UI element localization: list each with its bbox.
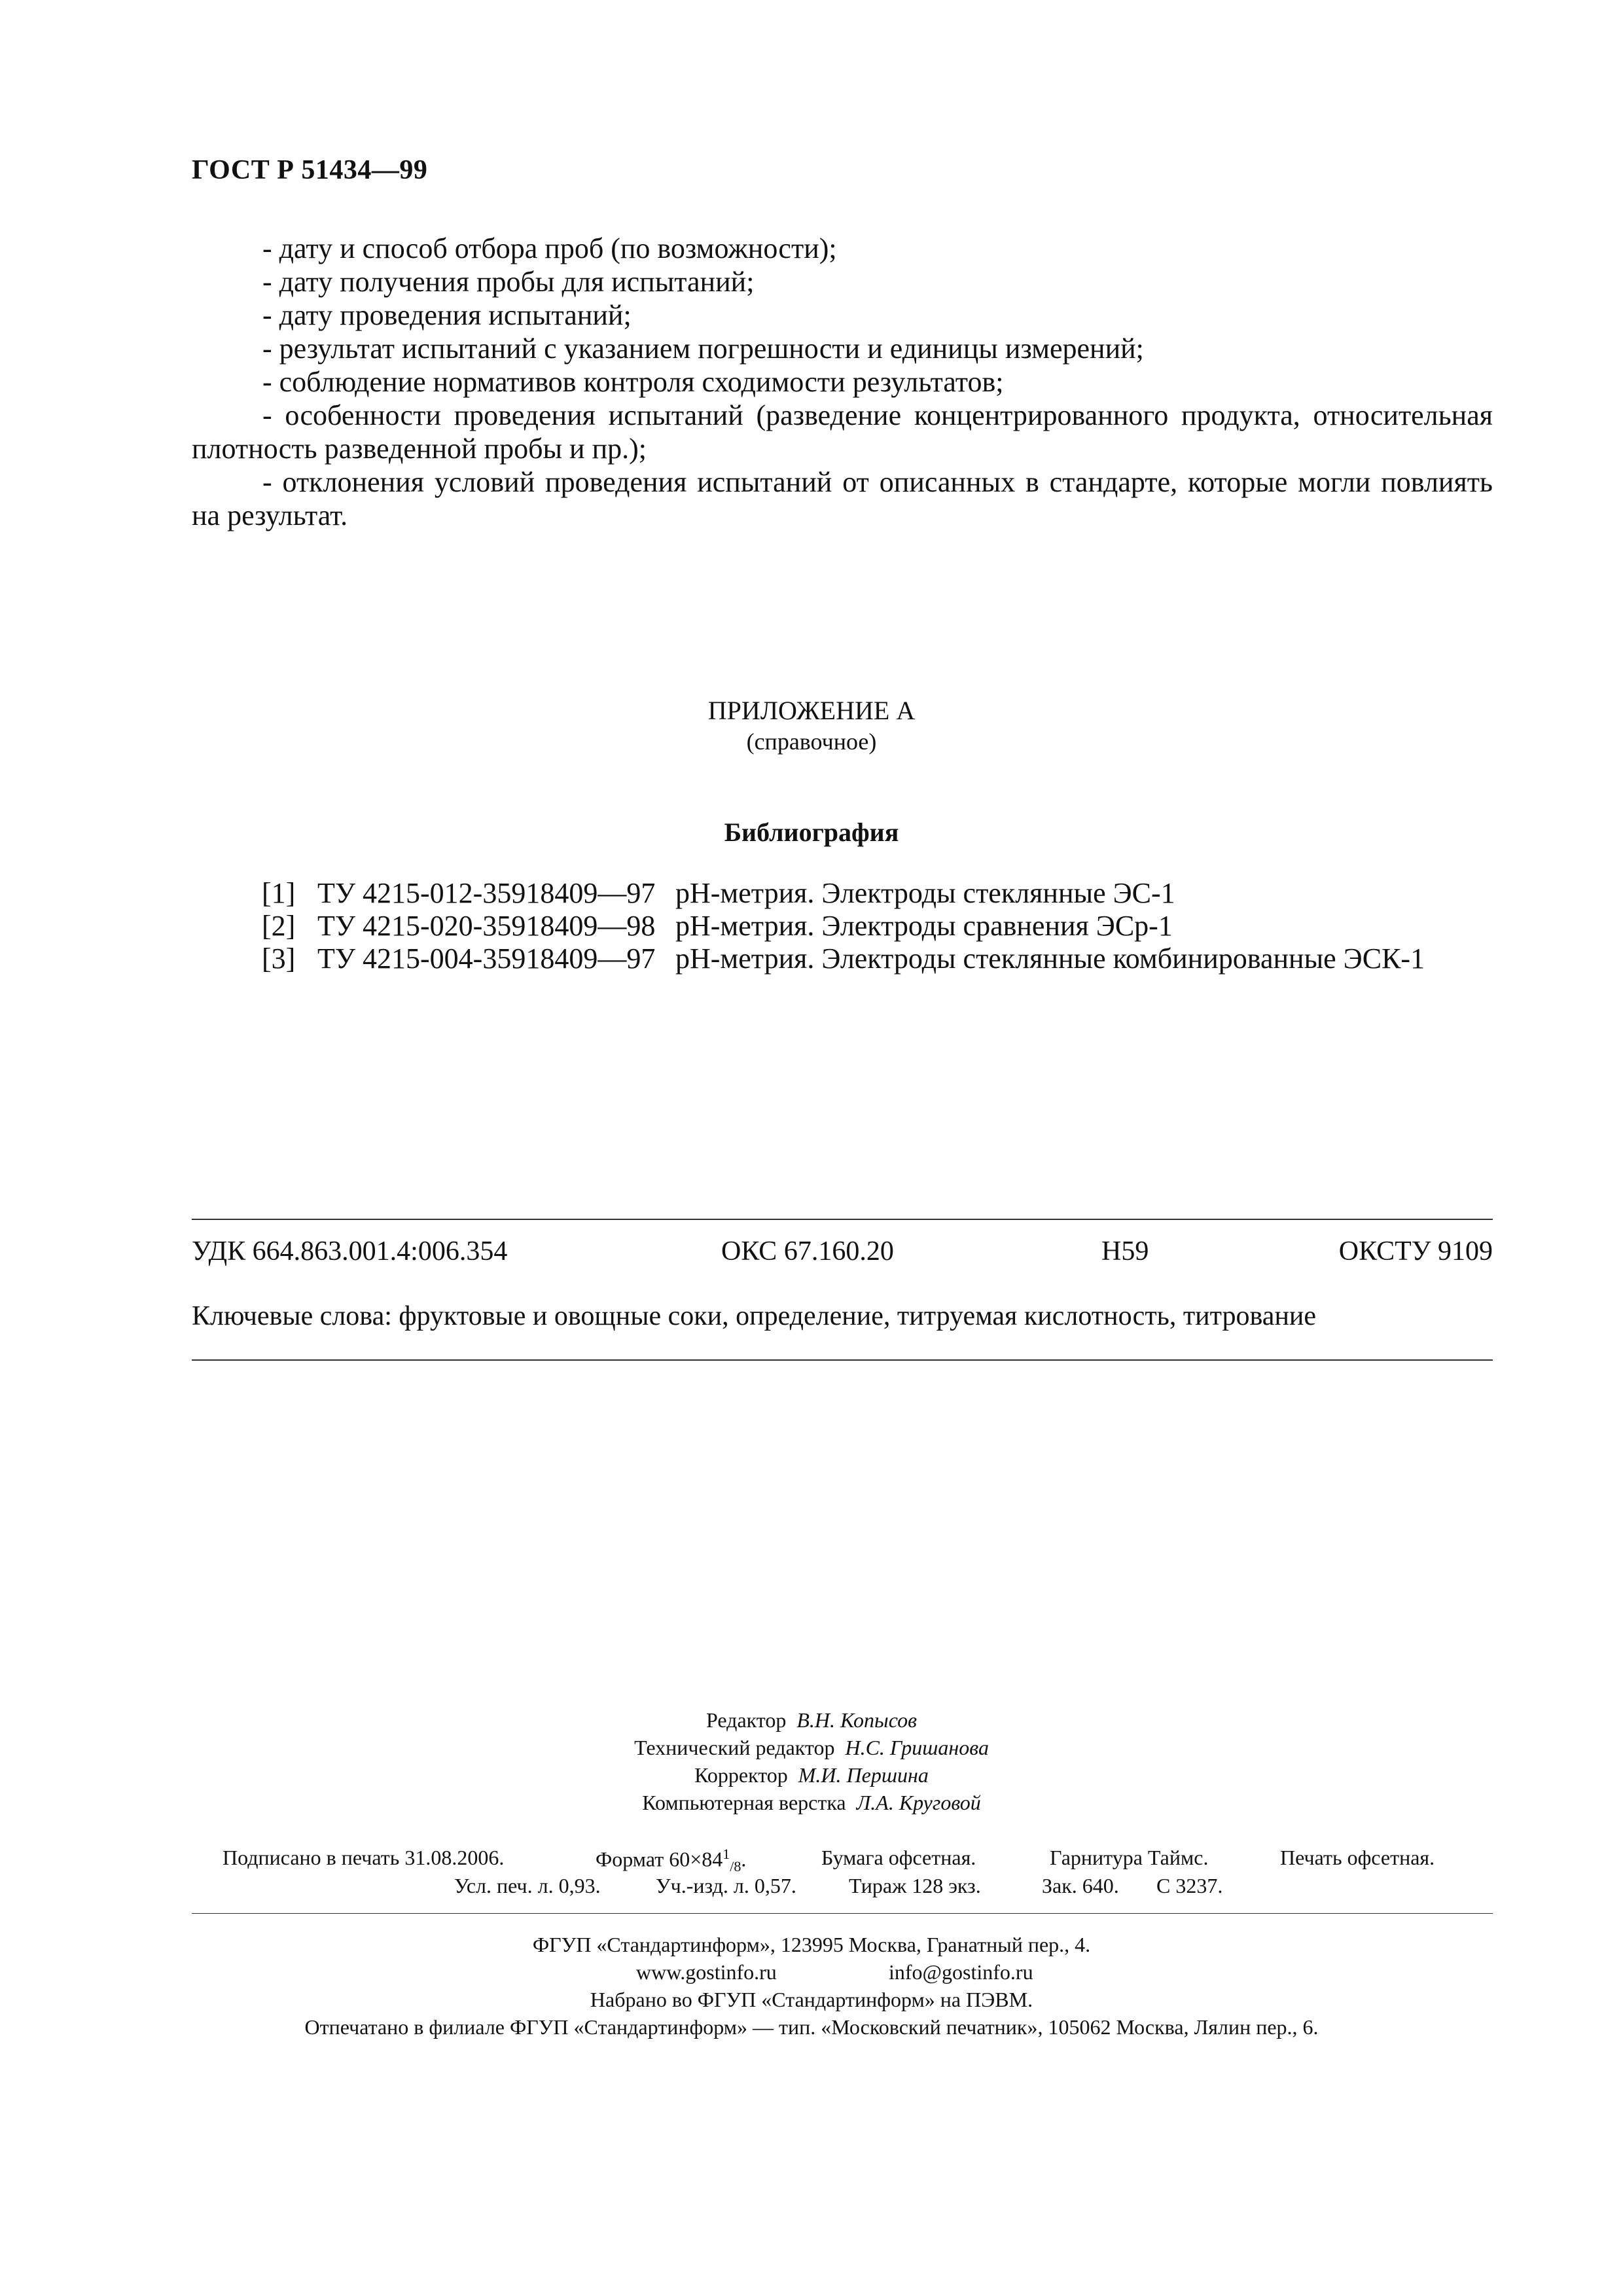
staff-line — [0, 1736, 1623, 1760]
bibliography-item — [262, 877, 1175, 910]
group-code: Н59 — [1101, 1236, 1149, 1266]
format-suffix: . — [741, 1847, 747, 1871]
keywords: Ключевые слова: фруктовые и овощные соки, определение, титруемая кислотность, титрование — [192, 1301, 1317, 1331]
email-link[interactable]: info@gostinfo.ru — [889, 1960, 1033, 1984]
paper-type: Бумага офсетная. — [821, 1846, 976, 1869]
bibliography-number: [1] — [262, 877, 296, 909]
document-number: ГОСТ Р 51434—99 — [192, 155, 428, 185]
paper-format — [596, 1846, 746, 1875]
printing-type: Печать офсетная. — [1280, 1846, 1435, 1869]
print-sheets: Усл. печ. л. 0,93. — [454, 1874, 601, 1897]
staff-name: Н.С. Гришанова — [845, 1736, 989, 1759]
list-item: - дату и способ отбора проб (по возможности); — [262, 232, 837, 264]
list-item: - отклонения условий проведения испытаний от описанных в стандарте, которые могли повлиять на результат. — [192, 466, 1493, 531]
list-item: - дату проведения испытаний; — [262, 299, 632, 331]
staff-name: В.Н. Копысов — [796, 1708, 917, 1732]
list-item: - особенности проведения испытаний (разведение концентрированного продукта, относительная плотность разведенной пробы и пр.); — [192, 399, 1493, 465]
appendix-subtitle: (справочное) — [746, 728, 877, 755]
appendix-title: ПРИЛОЖЕНИЕ А — [707, 696, 916, 725]
staff-role: Редактор — [706, 1708, 787, 1732]
divider-line — [192, 1359, 1493, 1361]
format-prefix: Формат 60×84 — [596, 1847, 723, 1871]
bibliography-title: pH-метрия. Электроды стеклянные комбинированные ЭСК-1 — [675, 942, 1425, 975]
staff-role: Компьютерная верстка — [642, 1791, 846, 1814]
list-item: - дату получения пробы для испытаний; — [262, 266, 755, 298]
list-item: - соблюдение нормативов контроля сходимости результатов; — [262, 366, 1004, 398]
bibliography-code: ТУ 4215-012-35918409—97 — [317, 877, 656, 909]
typeset-note: Набрано во ФГУП «Стандартинформ» на ПЭВМ. — [590, 1988, 1033, 2011]
website-link[interactable]: www.gostinfo.ru — [636, 1960, 777, 1984]
bibliography-heading: Библиография — [724, 817, 899, 847]
oks-code: ОКС 67.160.20 — [721, 1236, 894, 1266]
okstu-code: ОКСТУ 9109 — [1338, 1236, 1493, 1266]
bibliography-number: [2] — [262, 910, 296, 942]
bibliography-title: pH-метрия. Электроды сравнения ЭСр-1 — [675, 910, 1173, 942]
bibliography-title: pH-метрия. Электроды стеклянные ЭС-1 — [675, 877, 1175, 909]
bibliography-item — [262, 942, 1425, 975]
divider-line — [192, 1913, 1493, 1914]
format-numerator: 1 — [722, 1846, 730, 1862]
staff-name: М.И. Першина — [798, 1763, 929, 1787]
order-number: Зак. 640. — [1042, 1874, 1119, 1897]
staff-name: Л.А. Круговой — [856, 1791, 981, 1814]
bibliography-item — [262, 910, 1173, 942]
print-run: Тираж 128 экз. — [849, 1874, 981, 1897]
staff-line — [0, 1708, 1623, 1732]
list-item: - результат испытаний с указанием погрешности и единицы измерений; — [262, 332, 1144, 365]
staff-role: Корректор — [694, 1763, 788, 1787]
staff-line — [0, 1791, 1623, 1815]
bibliography-code: ТУ 4215-020-35918409—98 — [317, 910, 656, 942]
bibliography-number: [3] — [262, 942, 296, 975]
publication-code: С 3237. — [1156, 1874, 1223, 1897]
typeface: Гарнитура Таймс. — [1050, 1846, 1209, 1869]
staff-line — [0, 1763, 1623, 1787]
publishing-sheets: Уч.-изд. л. 0,57. — [656, 1874, 796, 1897]
bibliography-code: ТУ 4215-004-35918409—97 — [317, 942, 656, 975]
divider-line — [192, 1219, 1493, 1220]
format-denominator: /8 — [730, 1858, 741, 1875]
staff-role: Технический редактор — [634, 1736, 835, 1759]
udk-code: УДК 664.863.001.4:006.354 — [192, 1236, 508, 1266]
publisher-address: ФГУП «Стандартинформ», 123995 Москва, Гранатный пер., 4. — [532, 1933, 1091, 1956]
printed-note: Отпечатано в филиале ФГУП «Стандартинформ» — тип. «Московский печатник», 105062 Москва, Лялин пер., 6. — [304, 2015, 1319, 2039]
signed-date: Подписано в печать 31.08.2006. — [223, 1846, 505, 1869]
